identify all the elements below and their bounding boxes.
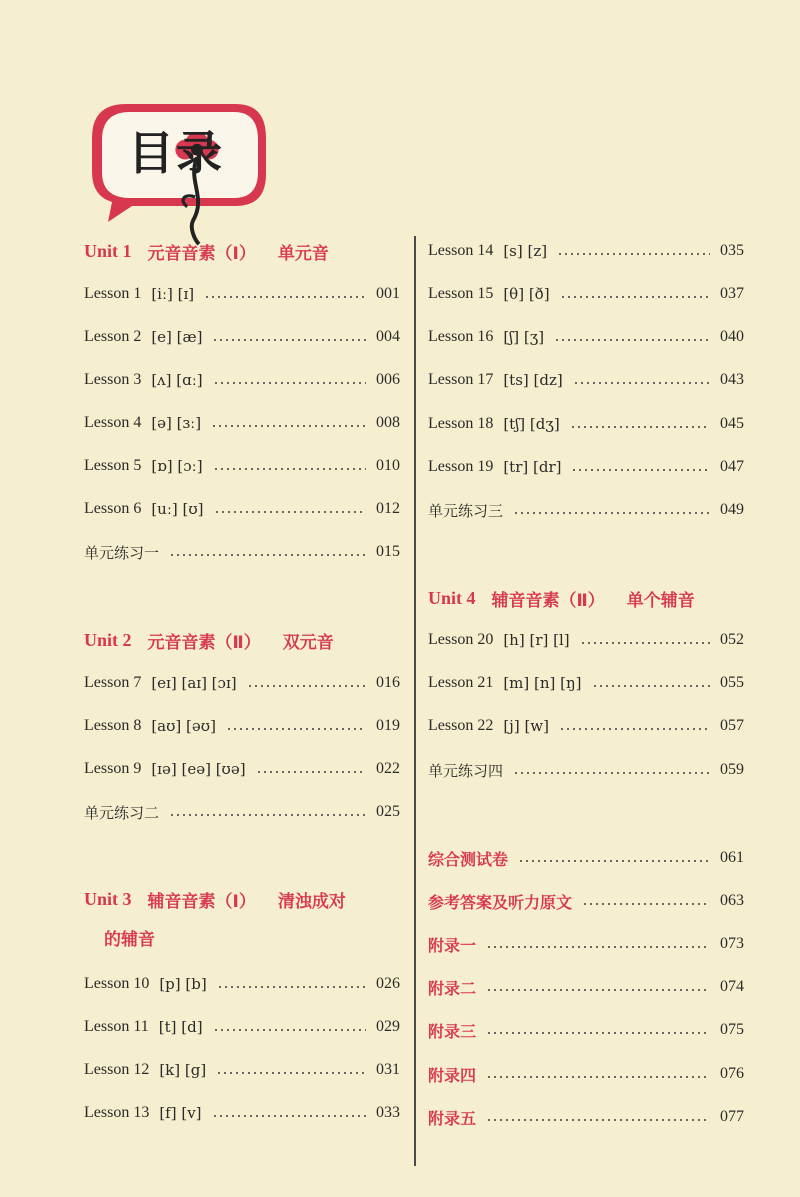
dot-leader xyxy=(247,685,366,687)
toc-entry[interactable] xyxy=(428,237,744,265)
phonetic-symbols: [s] [z] xyxy=(503,242,548,260)
toc-entry[interactable] xyxy=(84,669,400,697)
dot-leader xyxy=(212,1115,366,1117)
page-number: 057 xyxy=(720,717,744,734)
toc-entry[interactable] xyxy=(84,280,400,308)
lesson-title: Lesson 13 xyxy=(84,1104,150,1121)
phonetic-symbols: [uː] [ʊ] xyxy=(151,500,204,518)
toc-entry-exercise[interactable] xyxy=(84,538,400,566)
dot-leader xyxy=(554,339,710,341)
exercise-title: 单元练习一 xyxy=(84,543,160,562)
toc-entry[interactable] xyxy=(428,626,744,654)
lesson-title: Lesson 14 xyxy=(428,242,494,259)
dot-leader xyxy=(560,296,710,298)
lesson-title: Lesson 8 xyxy=(84,717,142,734)
page-number: 016 xyxy=(376,674,400,691)
phonetic-symbols: [ʌ] [ɑː] xyxy=(151,371,203,389)
unit-subtitle: 清浊成对 xyxy=(277,891,346,912)
page-number: 015 xyxy=(376,543,400,560)
toc-entry[interactable] xyxy=(84,970,400,998)
phonetic-symbols: [iː] [ɪ] xyxy=(151,285,195,303)
section-title: 附录四 xyxy=(428,1065,477,1085)
page-number: 061 xyxy=(720,849,744,866)
toc-entry[interactable] xyxy=(84,1056,400,1084)
page-number: 026 xyxy=(376,975,400,992)
page-number: 043 xyxy=(720,371,744,388)
lesson-title: Lesson 10 xyxy=(84,975,150,992)
toc-entry[interactable] xyxy=(428,712,744,740)
lesson-title: Lesson 12 xyxy=(84,1061,150,1078)
toc-entry[interactable] xyxy=(84,495,400,523)
phonetic-symbols: [h] [r] [l] xyxy=(503,631,570,649)
unit-4-heading[interactable] xyxy=(428,583,744,613)
toc-entry-appendix[interactable] xyxy=(428,973,744,1001)
dot-leader xyxy=(582,903,710,905)
page-number: 073 xyxy=(720,935,744,952)
toc-entry[interactable] xyxy=(428,366,744,394)
page-number: 076 xyxy=(720,1065,744,1082)
unit-label: Unit 2 xyxy=(84,629,132,650)
toc-entry-appendix[interactable] xyxy=(428,930,744,958)
exercise-title: 单元练习二 xyxy=(84,803,160,822)
page-number: 059 xyxy=(720,761,744,778)
section-title: 参考答案及听力原文 xyxy=(428,892,573,912)
dot-leader xyxy=(217,986,366,988)
lesson-title: Lesson 7 xyxy=(84,674,142,691)
toc-entry[interactable] xyxy=(84,755,400,783)
dot-leader xyxy=(212,339,366,341)
lesson-title: Lesson 2 xyxy=(84,328,142,345)
page-number: 052 xyxy=(720,631,744,648)
section-title: 综合测试卷 xyxy=(428,849,509,869)
lesson-title: Lesson 9 xyxy=(84,760,142,777)
lesson-title: Lesson 16 xyxy=(428,328,494,345)
dot-leader xyxy=(486,1032,710,1034)
toc-entry[interactable] xyxy=(84,366,400,394)
section-title: 附录二 xyxy=(428,978,477,998)
toc-entry-answers[interactable] xyxy=(428,887,744,915)
toc-entry[interactable] xyxy=(428,280,744,308)
lesson-title: Lesson 1 xyxy=(84,285,142,302)
dot-leader xyxy=(580,642,710,644)
dot-leader xyxy=(256,771,366,773)
lesson-title: Lesson 22 xyxy=(428,717,494,734)
toc-entry-appendix[interactable] xyxy=(428,1016,744,1044)
toc-entry[interactable] xyxy=(84,452,400,480)
phonetic-symbols: [ʃ] [ʒ] xyxy=(503,328,545,346)
unit-1-heading[interactable] xyxy=(84,236,400,266)
page-number: 008 xyxy=(376,414,400,431)
flower-icon xyxy=(104,126,130,190)
dot-leader xyxy=(213,468,366,470)
lesson-title: Lesson 21 xyxy=(428,674,494,691)
page-number: 035 xyxy=(720,242,744,259)
unit-name: 辅音音素（Ⅱ） xyxy=(491,590,605,611)
unit-name: 辅音音素（Ⅰ） xyxy=(147,891,256,912)
dot-leader xyxy=(570,426,710,428)
section-title: 附录五 xyxy=(428,1108,477,1128)
dot-leader xyxy=(226,728,366,730)
dot-leader xyxy=(169,814,366,816)
page-number: 004 xyxy=(376,328,400,345)
lesson-title: Lesson 20 xyxy=(428,631,494,648)
toc-entry-test[interactable] xyxy=(428,844,744,872)
dot-leader xyxy=(592,685,710,687)
phonetic-symbols: [ts] [dz] xyxy=(503,371,563,389)
lesson-title: Lesson 11 xyxy=(84,1018,149,1035)
lesson-title: Lesson 5 xyxy=(84,457,142,474)
unit-label: Unit 4 xyxy=(428,587,476,608)
phonetic-symbols: [t] [d] xyxy=(158,1018,203,1036)
phonetic-symbols: [aʊ] [əʊ] xyxy=(151,717,216,735)
unit-label: Unit 1 xyxy=(84,240,132,261)
page-number: 031 xyxy=(376,1061,400,1078)
page-number: 045 xyxy=(720,415,744,432)
page-number: 019 xyxy=(376,717,400,734)
phonetic-symbols: [j] [w] xyxy=(503,717,549,735)
toc-entry[interactable] xyxy=(84,323,400,351)
page-number: 074 xyxy=(720,978,744,995)
lesson-title: Lesson 3 xyxy=(84,371,142,388)
unit-3-heading[interactable] xyxy=(84,884,400,914)
page-number: 063 xyxy=(720,892,744,909)
phonetic-symbols: [m] [n] [ŋ] xyxy=(503,674,582,692)
unit-label: Unit 3 xyxy=(84,888,132,909)
dot-leader xyxy=(204,296,366,298)
toc-entry-exercise[interactable] xyxy=(84,798,400,826)
page-number: 022 xyxy=(376,760,400,777)
dot-leader xyxy=(559,728,710,730)
dot-leader xyxy=(486,1076,710,1078)
unit-subtitle: 单个辅音 xyxy=(626,590,695,611)
phonetic-symbols: [k] [g] xyxy=(159,1061,207,1079)
page-number: 077 xyxy=(720,1108,744,1125)
page-number: 049 xyxy=(720,501,744,518)
dot-leader xyxy=(214,511,366,513)
lesson-title: Lesson 17 xyxy=(428,371,494,388)
phonetic-symbols: [p] [b] xyxy=(159,975,207,993)
unit-subtitle: 单元音 xyxy=(277,243,329,264)
dot-leader xyxy=(571,469,710,471)
unit-2-heading[interactable] xyxy=(84,625,400,655)
page-number: 047 xyxy=(720,458,744,475)
dot-leader xyxy=(211,425,366,427)
unit-subtitle: 双元音 xyxy=(282,632,334,653)
phonetic-symbols: [ə] [ɜː] xyxy=(151,414,202,432)
dot-leader xyxy=(216,1072,366,1074)
dot-leader xyxy=(513,512,710,514)
dot-leader xyxy=(213,382,366,384)
lesson-title: Lesson 6 xyxy=(84,500,142,517)
section-title: 附录一 xyxy=(428,935,477,955)
dot-leader xyxy=(518,860,710,862)
toc-entry-appendix[interactable] xyxy=(428,1060,744,1088)
dot-leader xyxy=(213,1029,366,1031)
dot-leader xyxy=(486,989,710,991)
phonetic-symbols: [tr] [dr] xyxy=(503,458,562,476)
page-number: 025 xyxy=(376,803,400,820)
toc-entry[interactable] xyxy=(428,410,744,438)
phonetic-symbols: [e] [æ] xyxy=(151,328,203,346)
phonetic-symbols: [θ] [ð] xyxy=(503,285,550,303)
page-number: 037 xyxy=(720,285,744,302)
toc-entry[interactable] xyxy=(84,409,400,437)
exercise-title: 单元练习三 xyxy=(428,501,504,520)
page-number: 012 xyxy=(376,500,400,517)
column-divider xyxy=(414,236,416,1166)
lesson-title: Lesson 4 xyxy=(84,414,142,431)
dot-leader xyxy=(486,1119,710,1121)
lesson-title: Lesson 15 xyxy=(428,285,494,302)
toc-entry[interactable] xyxy=(428,323,744,351)
page-number: 001 xyxy=(376,285,400,302)
page-number: 040 xyxy=(720,328,744,345)
page-number: 010 xyxy=(376,457,400,474)
section-title: 附录三 xyxy=(428,1021,477,1041)
page-title: 目录 xyxy=(128,126,224,180)
toc-entry[interactable] xyxy=(84,1099,400,1127)
toc-entry[interactable] xyxy=(428,669,744,697)
page-number: 075 xyxy=(720,1021,744,1038)
toc-entry[interactable] xyxy=(84,712,400,740)
dot-leader xyxy=(169,554,366,556)
lesson-title: Lesson 19 xyxy=(428,458,494,475)
phonetic-symbols: [eɪ] [aɪ] [ɔɪ] xyxy=(151,674,237,692)
dot-leader xyxy=(557,253,710,255)
lesson-title: Lesson 18 xyxy=(428,415,494,432)
toc-entry-exercise[interactable] xyxy=(428,496,744,524)
toc-entry[interactable] xyxy=(84,1013,400,1041)
toc-entry[interactable] xyxy=(428,453,744,481)
page-number: 055 xyxy=(720,674,744,691)
dot-leader xyxy=(573,382,710,384)
unit-name: 元音音素（Ⅱ） xyxy=(147,632,261,653)
unit-subtitle-continued: 的辅音 xyxy=(104,930,155,950)
page-number: 006 xyxy=(376,371,400,388)
toc-entry-exercise[interactable] xyxy=(428,756,744,784)
phonetic-symbols: [ɪə] [eə] [ʊə] xyxy=(151,760,246,778)
toc-entry-appendix[interactable] xyxy=(428,1103,744,1131)
page-number: 029 xyxy=(376,1018,400,1035)
phonetic-symbols: [tʃ] [dʒ] xyxy=(503,415,560,433)
phonetic-symbols: [ɒ] [ɔː] xyxy=(151,457,203,475)
phonetic-symbols: [f] [v] xyxy=(159,1104,202,1122)
unit-name: 元音音素（Ⅰ） xyxy=(147,243,256,264)
page-number: 033 xyxy=(376,1104,400,1121)
exercise-title: 单元练习四 xyxy=(428,761,504,780)
dot-leader xyxy=(486,946,710,948)
dot-leader xyxy=(513,772,710,774)
